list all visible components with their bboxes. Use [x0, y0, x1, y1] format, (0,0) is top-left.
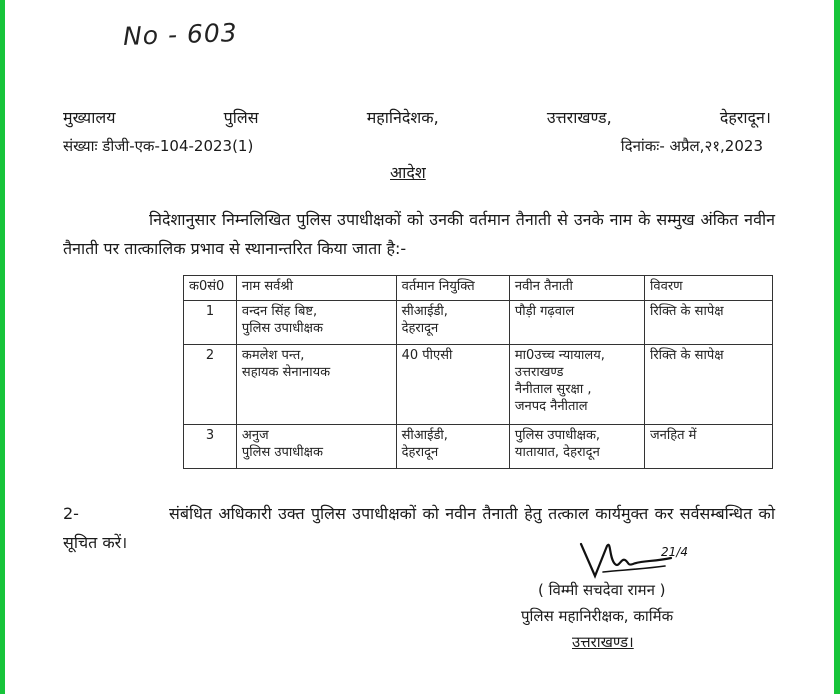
header-new-posting: नवीन तैनाती: [509, 276, 644, 301]
cell-remarks: रिक्ति के सापेक्ष: [645, 345, 773, 425]
office-word: देहरादून।: [719, 108, 771, 127]
paragraph-2-text: संबंधित अधिकारी उक्त पुलिस उपाधीक्षकों को नवीन तैनाती हेतु तत्काल कार्यमुक्त कर सर्वसम्बन्धित को सूचित करें।: [63, 504, 775, 552]
paragraph-number: 2-: [63, 504, 79, 523]
cell-sno: 3: [184, 425, 237, 469]
new-line: उत्तराखण्ड: [514, 365, 564, 380]
signatory-designation: पुलिस महानिरीक्षक, कार्मिक: [521, 607, 674, 625]
header-remarks: विवरण: [645, 276, 773, 301]
table-row: [184, 345, 773, 425]
order-paragraph-1: निदेशानुसार निम्नलिखित पुलिस उपाधीक्षकों को उनकी वर्तमान तैनाती से उनके नाम के सम्मुख अंकित नवीन तैनाती पर तात्कालिक प्रभाव से स्थानान्तरित किया जाता है:-: [63, 210, 775, 258]
current-line: 40 पीएसी: [401, 348, 453, 363]
new-line: यातायात, देहरादून: [514, 445, 600, 460]
cell-new: [509, 301, 644, 345]
cell-current: [396, 301, 509, 345]
signature-date: 21/4: [661, 545, 688, 559]
office-word: मुख्यालय: [63, 108, 116, 127]
name-line: वन्दन सिंह बिष्ट,: [241, 304, 318, 319]
handwritten-signature: [573, 536, 693, 586]
name-line: पुलिस उपाधीक्षक: [241, 321, 323, 336]
cell-remarks: रिक्ति के सापेक्ष: [645, 301, 773, 345]
handwritten-number: No - 603: [122, 18, 239, 51]
header-sno: क0सं0: [184, 276, 237, 301]
new-line: जनपद नैनीताल: [514, 399, 588, 414]
office-header: [63, 106, 775, 128]
office-word: महानिदेशक,: [366, 108, 439, 127]
signatory-state: उत्तराखण्ड।: [572, 633, 634, 651]
cell-name: [236, 345, 396, 425]
name-line: सहायक सेनानायक: [241, 365, 331, 380]
name-line: पुलिस उपाधीक्षक: [241, 445, 323, 460]
table-row: [184, 425, 773, 469]
cell-sno: 1: [184, 301, 237, 345]
cell-remarks: जनहित में: [645, 425, 773, 469]
current-line: देहरादून: [401, 321, 439, 336]
office-word: उत्तराखण्ड,: [546, 108, 612, 127]
reference-line: [63, 136, 763, 156]
new-line: मा0उच्च न्यायालय,: [514, 348, 605, 363]
cell-new: [509, 345, 644, 425]
cell-new: [509, 425, 644, 469]
cell-name: [236, 425, 396, 469]
reference-number: संख्याः डीजी-एक-104-2023(1): [63, 137, 254, 155]
order-date: दिनांकः- अप्रैल,२१,2023: [620, 137, 763, 155]
header-current-posting: वर्तमान नियुक्ति: [396, 276, 509, 301]
signatory-name: ( विम्मी सचदेवा रामन ): [538, 581, 666, 599]
cell-current: [396, 425, 509, 469]
order-title: आदेश: [390, 163, 426, 182]
new-line: पुलिस उपाधीक्षक,: [514, 428, 601, 443]
new-line: पौड़ी गढ़वाल: [514, 304, 575, 319]
current-line: देहरादून: [401, 445, 439, 460]
table-header-row: [184, 276, 773, 301]
current-line: सीआईडी,: [401, 304, 448, 319]
cell-sno: 2: [184, 345, 237, 425]
cell-current: [396, 345, 509, 425]
header-name: नाम सर्वश्री: [236, 276, 396, 301]
name-line: कमलेश पन्त,: [241, 348, 305, 363]
name-line: अनुज: [241, 428, 269, 443]
order-page: [5, 0, 834, 694]
current-line: सीआईडी,: [401, 428, 448, 443]
office-word: पुलिस: [223, 108, 259, 127]
new-line: नैनीताल सुरक्षा ,: [514, 382, 592, 397]
table-row: [184, 301, 773, 345]
cell-name: [236, 301, 396, 345]
transfer-table: [183, 275, 773, 469]
